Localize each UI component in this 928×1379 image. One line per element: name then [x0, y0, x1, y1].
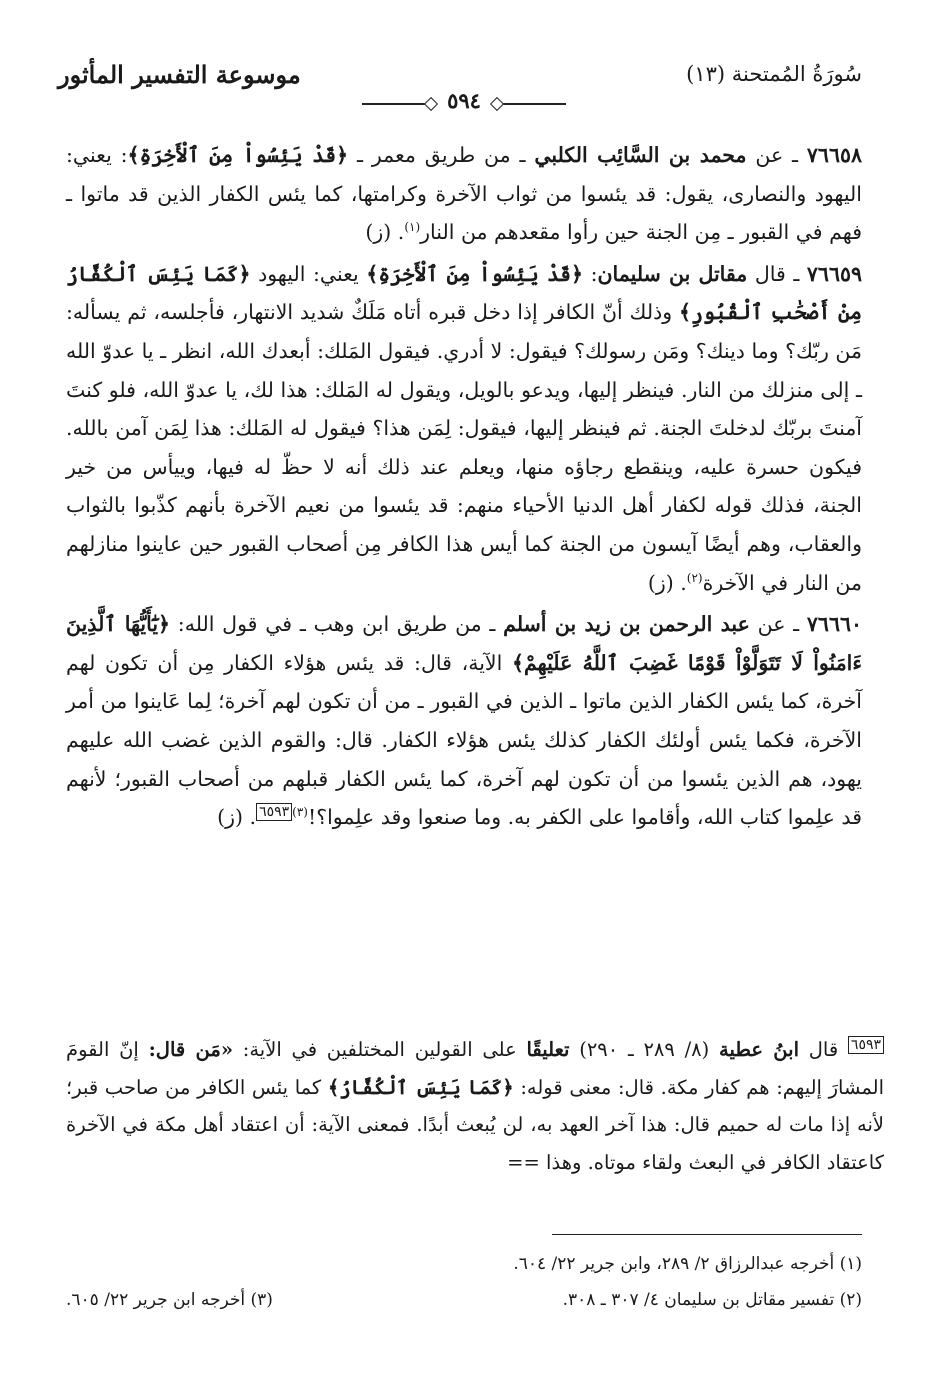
quran-quote: ﴿قَدْ يَئِسُواْ مِنَ ٱلْأَخِرَةِ﴾ [127, 143, 349, 167]
entry-76660 [66, 605, 862, 837]
quran-quote: ﴿يَٰٓأَيُّهَا ٱلَّذِينَ ءَامَنُواْ لَا تَتَوَلَّوْاْ قَوْمًا غَضِبَ ٱللَّهُ عَلَيْهِمْ﴾ [66, 612, 863, 675]
entry-text: يعني: اليهود [250, 261, 367, 286]
note-author: ابنُ عطية [719, 1038, 800, 1061]
footnote-ref: (١) [404, 220, 421, 235]
note-text: على القولين المختلفين في الآية: [233, 1038, 527, 1061]
note-heading: «مَن قال: [148, 1038, 234, 1061]
page-header [50, 58, 878, 120]
entry-end: . (ز) [217, 805, 257, 830]
main-text [66, 136, 862, 837]
note-box-number: ٦٥٩٣ [848, 1036, 884, 1054]
footnotes [66, 1246, 862, 1318]
surah-title: سُورَةُ المُمتحنة (١٣) [686, 62, 862, 86]
footnote-3: (٣) أخرجه ابن جرير ٢٢/ ٦٠٥. [66, 1290, 273, 1310]
ornament-left-icon [362, 103, 432, 105]
narrator-name: محمد بن السَّائِب الكلبي [534, 143, 747, 167]
note-text: كما يئس الكافر من صاحب قبر؛ لأنه إذا مات له حميم قال: هذا آخر العهد به، لن يُبعث أبدًا. فمعنى الآية: أن اعتقاد أهل مكة في الآخرة كاعتقاد الكافر في البعث ولقاء موتاه. وهذا == [66, 1075, 884, 1174]
entry-number: ٧٦٦٥٨ [806, 143, 862, 167]
narrator-name: عبد الرحمن بن زيد بن أسلم [503, 612, 750, 637]
entry-end: . (ز) [647, 570, 687, 595]
entry-text: ـ من طريق ابن وهب ـ في قول الله: [170, 612, 504, 637]
entry-76659 [66, 255, 862, 602]
footnote-ref: (٢) [686, 570, 703, 585]
commentary-note [66, 1031, 884, 1181]
entry-text: ـ من طريق معمر ـ [348, 143, 535, 167]
footnote-1: (١) أخرجه عبدالرزاق ٢/ ٢٨٩، وابن جرير ٢٢/ ٦٠٤. [513, 1254, 862, 1274]
note-box-ref: ٦٥٩٣ [256, 803, 292, 821]
footnote-ref: (٣) [292, 805, 308, 820]
quran-quote: ﴿قَدْ يَئِسُواْ مِنَ ٱلْأَخِرَةِ﴾ [366, 261, 584, 286]
note-citation: (٨/ ٢٨٩ ـ ٢٩٠) [569, 1038, 720, 1061]
entry-number: ٧٦٦٥٩ [806, 261, 862, 286]
note-text: قال [799, 1038, 848, 1061]
entry-text: وذلك أنّ الكافر إذا دخل قبره أتاه مَلَكٌ شديد الانتهار، فأجلسه، ثم يسأله: مَن ربّك؟ وما دينك؟ ومَن رسولك؟ فيقول: لا أدري. فيقول المَلك: أبعدك الله، انظر ـ يا عدوّ الله ـ إلى منزلك من النار. فينظر إليها، ويدعو بالويل، ويقول له المَلك: هذا لك، يا عدوّ الله، فلو كنتَ آمنتَ بربّك لدخلتَ الجنة. ثم فينظر إليها، فيقول: لِمَن هذا؟ فيقول له المَلك: هذا لِمَن آمن بالله. فيكون حسرة عليه، وينقطع رجاؤه منها، ويعلم عند ذلك أنه لا حظّ له فيها، وييأس من خير الجنة، فذلك قوله لكفار أهل الدنيا الأحياء منهم: قد يئسوا من نعيم الآخرة بأنهم كذّبوا بالثواب والعقاب، وهم أيضًا آيسون من الجنة كما أيس هذا الكافر مِن أصحاب القبور حين عاينوا منازلهم من النار في الآخرة [66, 300, 862, 595]
page-number-block [50, 88, 878, 113]
entry-text: ـ قال [747, 261, 807, 286]
footnote-2: (٢) تفسير مقاتل بن سليمان ٤/ ٣٠٧ ـ ٣٠٨. [562, 1290, 862, 1310]
note-label: تعليقًا [526, 1038, 570, 1061]
entry-76658 [66, 136, 862, 252]
note-text: إنّ القومَ المشارَ إليهم: هم كفار مكة. قال: معنى قوله: [66, 1038, 884, 1099]
entry-text: الآية، قال: قد يئس هؤلاء الكفار مِن أن تكون لهم آخرة، كما يئس الكفار الذين ماتوا ـ الذين في القبور ـ من أن تكون لهم آخرة؛ لِما عَاينوا من أمر الآخرة، فكما يئس أولئك الكفار كذلك يئس هؤلاء الكفار. قال: والقوم الذين غضب الله عليهم يهود، هم الذين يئسوا من أن تكون لهم آخرة، كما يئس الكفار قبلهم من أصحاب القبور؛ لأنهم قد علِموا كتاب الله، وأقاموا على الكفر به. وما صنعوا وقد علِموا؟! [66, 650, 862, 830]
quran-quote: ﴿كَمَا يَئِسَ ٱلْكُفَّارُ﴾ [327, 1075, 514, 1099]
entry-number: ٧٦٦٦٠ [806, 612, 862, 637]
narrator-name: مقاتل بن سليمان [597, 261, 748, 286]
series-title: موسوعة التفسير المأثور [58, 60, 301, 89]
entry-end: . (ز) [365, 220, 405, 245]
quran-quote: ﴿كَمَا يَئِسَ ٱلْكُفَّارُ مِنْ أَصْحَٰبِ ٱلْقُبُورِ﴾ [66, 261, 862, 325]
ornament-right-icon [496, 103, 566, 105]
entry-text: : يعني: اليهود والنصارى، يقول: قد يئسوا من ثواب الآخرة وكرامتها، كما يئس الكفار الذين قد ماتوا ـ فهم في القبور ـ مِن الجنة حين رأوا مقعدهم من النار [66, 143, 862, 245]
footnote-separator [552, 1234, 862, 1235]
entry-text: ـ عن [746, 143, 807, 167]
page-number: ٥٩٤ [447, 88, 481, 113]
entry-text: ـ عن [749, 612, 807, 637]
entry-text: : [583, 261, 598, 286]
